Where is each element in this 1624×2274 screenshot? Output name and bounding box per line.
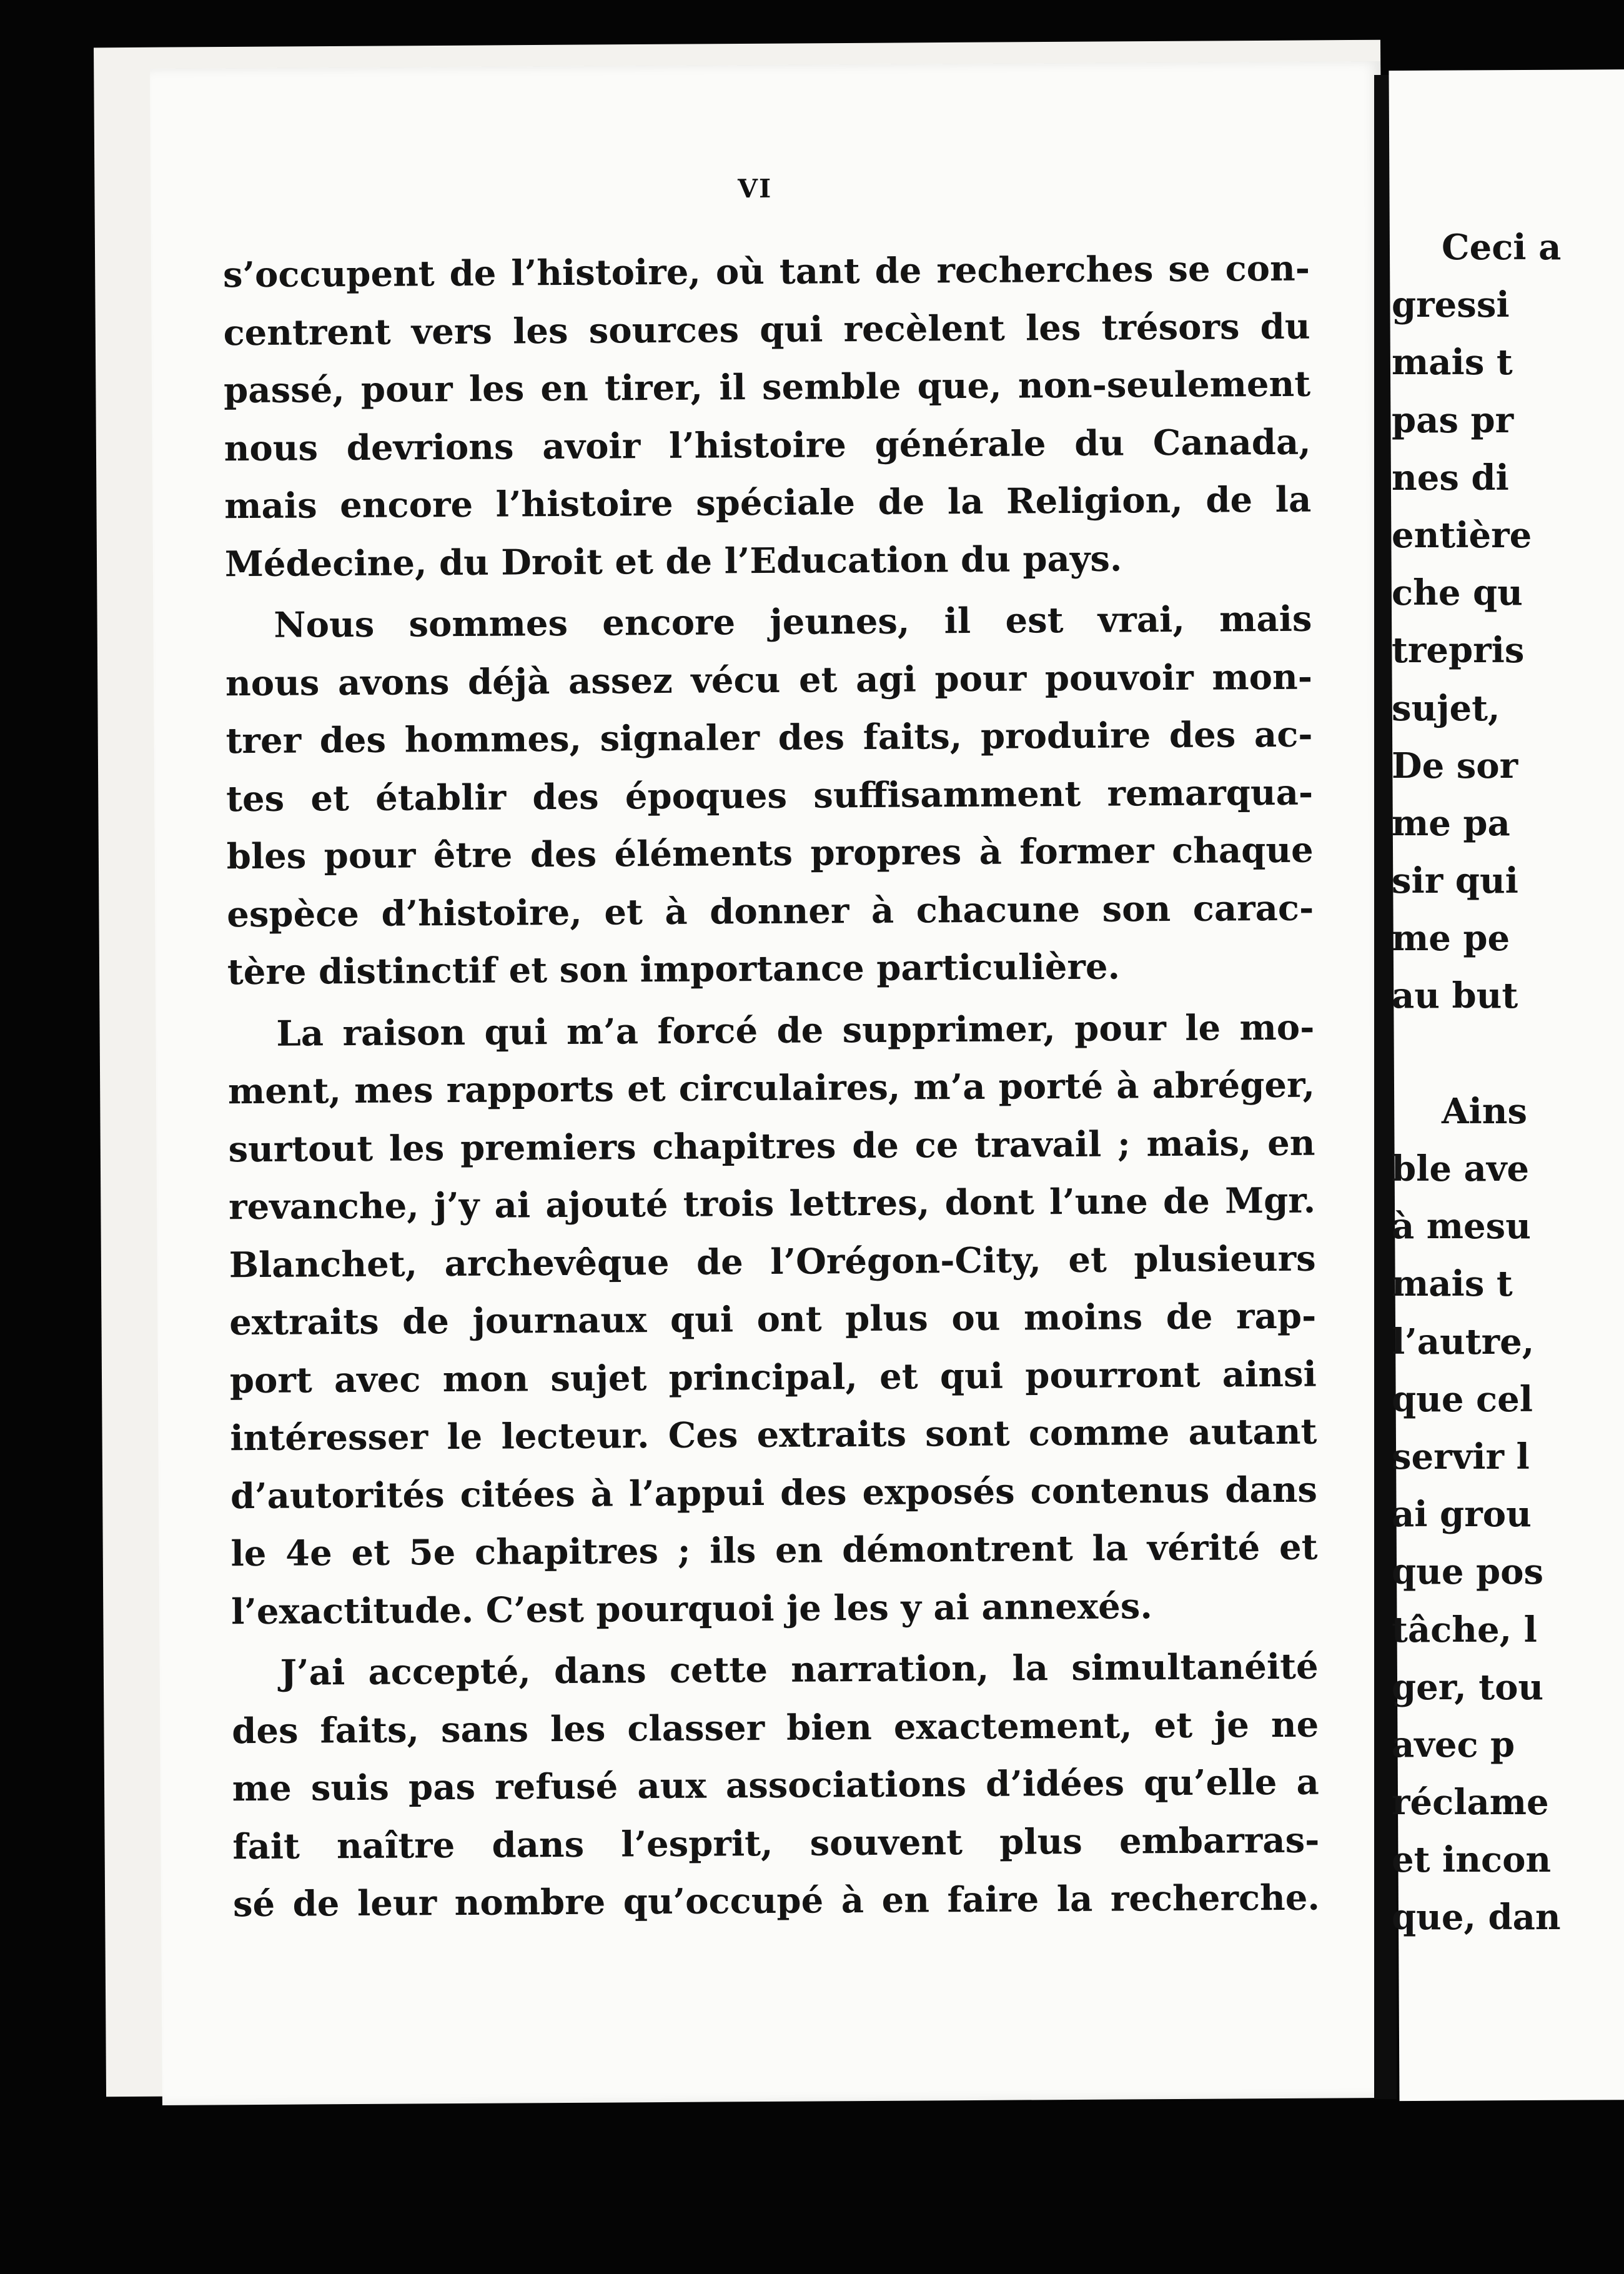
text-line: nous devrions avoir l’histoire générale du Canada, bbox=[224, 421, 1311, 469]
text-line: mais t bbox=[1392, 1263, 1513, 1305]
text-line: gressi bbox=[1392, 284, 1510, 326]
paragraph bbox=[225, 590, 1314, 1001]
text-line: intéresser le lecteur. Ces extraits sont comme autant bbox=[230, 1411, 1317, 1459]
text-line: Blanchet, archevêque de l’Orégon-City, et plusieurs bbox=[229, 1238, 1316, 1286]
text-line: réclame bbox=[1392, 1782, 1549, 1824]
text-line: mais t bbox=[1392, 342, 1513, 384]
text-line: ai grou bbox=[1392, 1494, 1532, 1536]
blank-line bbox=[1392, 1025, 1624, 1083]
text-line: me pe bbox=[1392, 918, 1510, 960]
text-line: sir qui bbox=[1392, 860, 1518, 902]
text-line: passé, pour les en tirer, il semble que, non-seulement bbox=[223, 363, 1311, 412]
left-page bbox=[150, 61, 1393, 2105]
text-line: et incon bbox=[1392, 1839, 1552, 1881]
text-line: avec p bbox=[1392, 1724, 1515, 1765]
page-number: vi bbox=[737, 163, 773, 207]
text-line: entière bbox=[1392, 514, 1532, 556]
text-line: ment, mes rapports et circulaires, m’a porté à abréger, bbox=[227, 1064, 1315, 1113]
text-line: au but bbox=[1392, 975, 1518, 1017]
text-line: nous avons déjà assez vécu et agi pour pouvoir mon- bbox=[225, 656, 1313, 704]
text-line: Ains bbox=[1442, 1090, 1527, 1132]
text-line: port avec mon sujet principal, et qui pourront ainsi bbox=[229, 1353, 1317, 1401]
text-line: extraits de journaux qui ont plus ou moins de rap- bbox=[229, 1295, 1317, 1344]
text-line: l’exactitude. C’est pourquoi je les y ai annexés. bbox=[230, 1585, 1153, 1632]
text-line: espèce d’histoire, et à donner à chacune son carac- bbox=[227, 887, 1314, 935]
text-line: che qu bbox=[1392, 572, 1523, 614]
text-line: Médecine, du Droit et de l’Education du pays. bbox=[224, 538, 1122, 585]
text-line: s’occupent de l’histoire, où tant de recherches se con- bbox=[222, 247, 1310, 296]
text-line: tes et établir des époques suffisamment remarqua- bbox=[225, 772, 1314, 820]
text-line: tâche, l bbox=[1392, 1609, 1537, 1651]
text-line: mais encore l’histoire spéciale de la Religion, de la bbox=[224, 479, 1312, 527]
text-line: tère distinctif et son importance particulière. bbox=[227, 946, 1121, 993]
text-line: des faits, sans les classer bien exactement, et je ne bbox=[232, 1704, 1319, 1752]
text-line: nes di bbox=[1392, 457, 1509, 499]
text-line: que pos bbox=[1392, 1551, 1544, 1593]
text-line: ble ave bbox=[1392, 1148, 1530, 1189]
paragraph bbox=[231, 1638, 1320, 1934]
text-line: sé de leur nombre qu’occupé à en faire la recherche. bbox=[232, 1877, 1320, 1925]
text-line: La raison qui m’a forcé de supprimer, pour le mo- bbox=[276, 1006, 1315, 1055]
text-line: J’ai accepté, dans cette narration, la simultanéité bbox=[280, 1646, 1319, 1694]
text-line: trer des hommes, signaler des faits, produire des ac- bbox=[225, 713, 1313, 762]
text-line: bles pour être des éléments propres à former chaque bbox=[226, 829, 1314, 878]
text-line: d’autorités citées à l’appui des exposés contenus dans bbox=[230, 1469, 1318, 1517]
right-page-text bbox=[1392, 219, 1624, 1947]
text-line: que cel bbox=[1392, 1378, 1533, 1420]
left-page-text bbox=[223, 240, 1320, 1934]
text-line: à mesu bbox=[1392, 1206, 1531, 1248]
text-line: revanche, j’y ai ajouté trois lettres, dont l’une de Mgr. bbox=[228, 1179, 1316, 1228]
text-line: pas pr bbox=[1392, 399, 1514, 441]
text-line: le 4e et 5e chapitres ; ils en démontrent la vérité et bbox=[230, 1526, 1318, 1575]
text-line: ger, tou bbox=[1392, 1666, 1544, 1708]
text-line: trepris bbox=[1392, 630, 1525, 672]
text-line: l’autre, bbox=[1392, 1321, 1535, 1363]
text-line: centrent vers les sources qui recèlent les trésors du bbox=[223, 305, 1310, 354]
paragraph bbox=[227, 998, 1318, 1641]
text-line: me suis pas refusé aux associations d’idées qu’elle a bbox=[232, 1761, 1319, 1810]
text-line: Ceci a bbox=[1442, 227, 1562, 268]
paragraph bbox=[223, 240, 1312, 593]
text-line: sujet, bbox=[1392, 687, 1500, 729]
text-line: surtout les premiers chapitres de ce travail ; mais, en bbox=[228, 1122, 1315, 1170]
text-line: que, dan bbox=[1392, 1897, 1561, 1939]
text-line: Nous sommes encore jeunes, il est vrai, mais bbox=[274, 598, 1312, 646]
text-line: De sor bbox=[1392, 745, 1518, 787]
text-line: fait naître dans l’esprit, souvent plus embarras- bbox=[232, 1819, 1320, 1867]
text-line: me pa bbox=[1392, 802, 1510, 844]
text-line: servir l bbox=[1392, 1436, 1530, 1477]
